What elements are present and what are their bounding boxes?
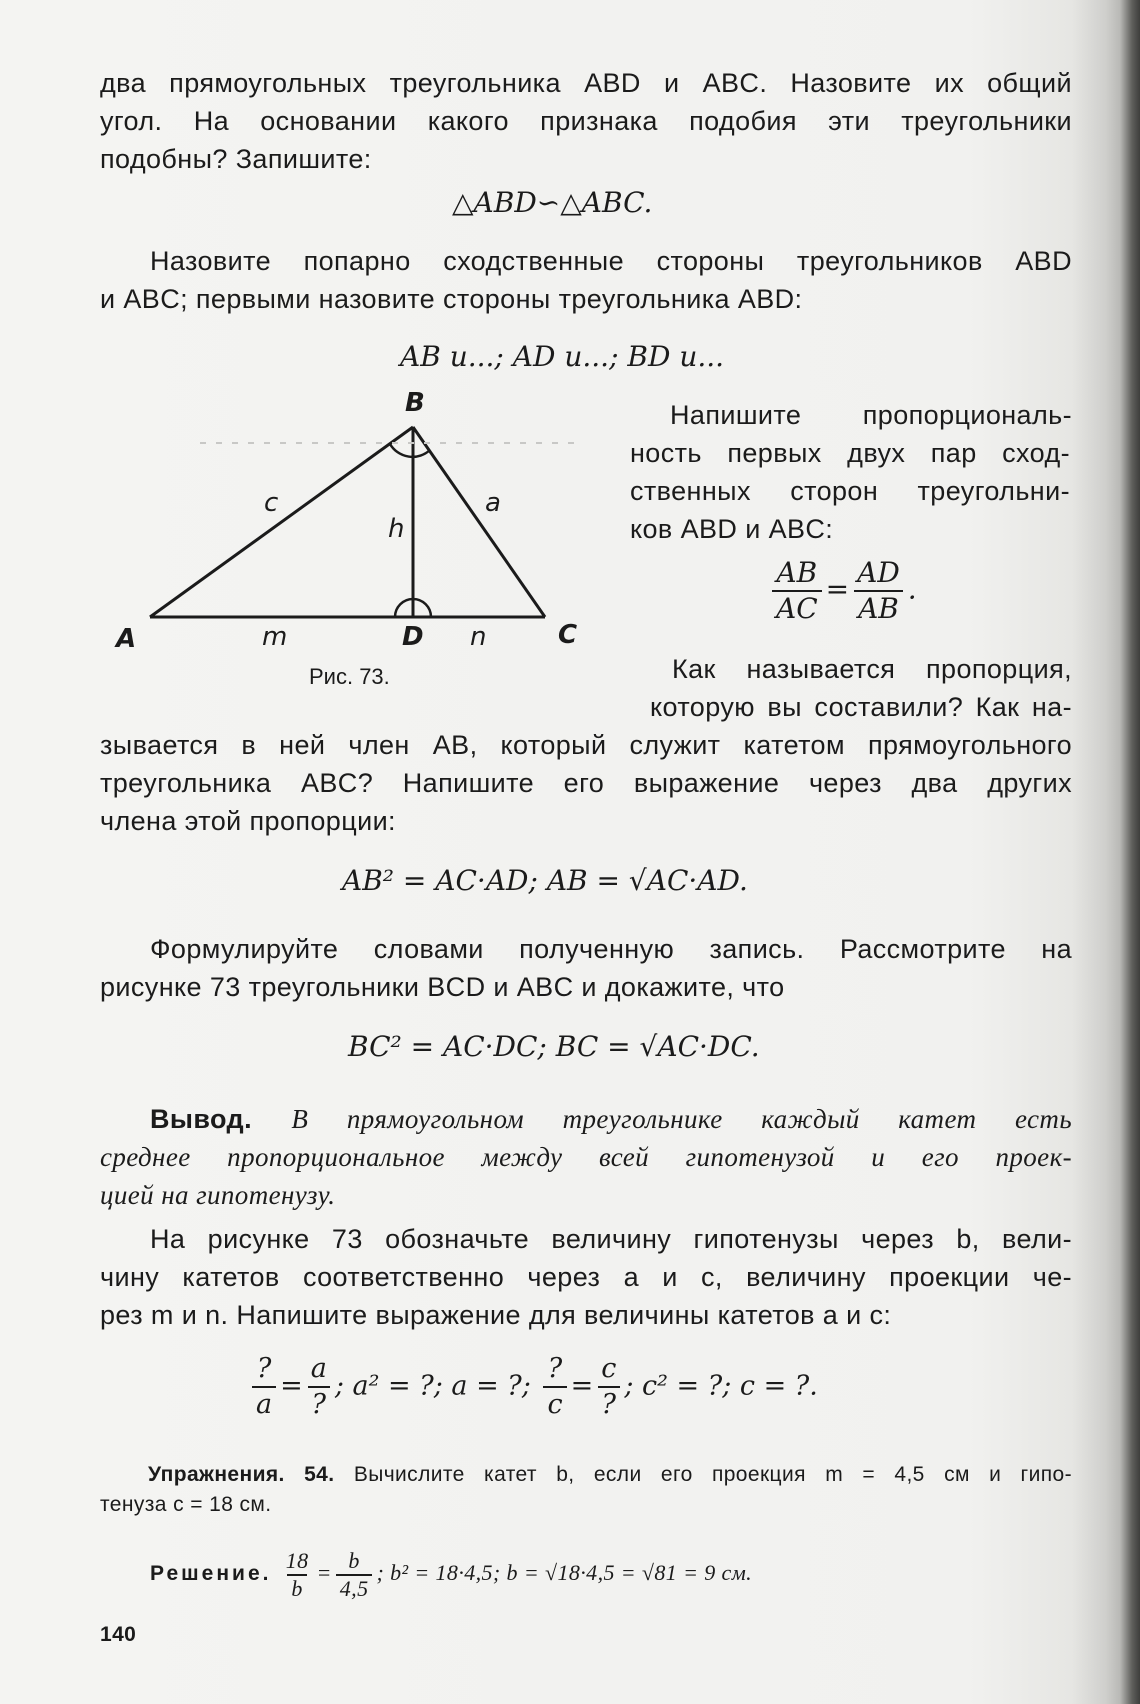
side-text-line4: ков ABD и ABC: (630, 514, 834, 544)
formula-ab-squared: AB² = AC·AD; AB = √AC·AD. (342, 864, 748, 897)
paragraph4-line2: рисунке 73 треугольники BCD и ABC и докажите, что (100, 972, 785, 1002)
vertex-label-d: D (402, 622, 424, 652)
paragraph5-line2: чину катетов соответственно через a и c, величину проекции че- (100, 1262, 1072, 1292)
f5-num3: ? (547, 1353, 563, 1384)
solution-line: Решение. $\frac{18}{b}$ = $\frac{b}{4,5}$ ; b² = 18·4,5; b = √18·4,5 = √81 = 9 см. (150, 1548, 753, 1601)
formula-bc-squared: BC² = AC·DC; BC = √AC·DC. (348, 1030, 760, 1063)
paragraph4-line1: Формулируйте словами полученную запись. Рассмотрите на (150, 934, 1072, 964)
segment-label-m: m (262, 622, 288, 652)
paragraph3-line5: члена этой пропорции: (100, 806, 396, 836)
solution-rest: ; b² = 18·4,5; b = √18·4,5 = √81 = 9 см. (376, 1560, 753, 1586)
paragraph5-line1: На рисунке 73 обозначьте величину гипотенузы через b, вели- (150, 1224, 1072, 1254)
f5-den3: c (543, 1386, 566, 1422)
proportion-equals: = (825, 572, 850, 606)
exercise-text1: Вычислите катет b, если его проекция m = 4,5 см и гипо- (353, 1463, 1072, 1486)
f5-end: ; c² = ?; c = ?. (624, 1370, 818, 1402)
paragraph2-line1: Назовите попарно сходственные стороны треугольников ABD (150, 246, 1072, 276)
conclusion-label: Вывод. (150, 1104, 252, 1134)
proportion-num2: AD (857, 556, 900, 589)
conclusion-line2: среднее пропорциональное между всей гипотенузой и его проек- (100, 1142, 1072, 1172)
conclusion-text1: В прямоугольном треугольнике каждый катет есть (291, 1104, 1073, 1134)
exercise-line1 (148, 1460, 1072, 1490)
vertex-label-c: C (558, 620, 578, 650)
f5-num4: c (601, 1353, 617, 1384)
paragraph1-line1: два прямоугольных треугольника ABD и ABC. Назовите их общий (100, 68, 1072, 98)
vertex-label-a: A (116, 624, 137, 654)
proportion-den2: AB (854, 590, 903, 626)
formula-similarity: △ABD∽△ABC. (452, 186, 653, 219)
solution-label: Решение. (150, 1562, 272, 1586)
exercise-label: Упражнения. 54. (148, 1463, 335, 1486)
paragraph3-line3: зывается в ней член AB, который служит катетом прямоугольного (100, 730, 1072, 760)
solution-num1: 18 (285, 1548, 309, 1573)
formula-catheti: $\frac{?}{a}$ = $\frac{a}{?}$ ; a² = ?; a = ?; $\frac{?}{c}$ = $\frac{c}{?}$ ; c² = ?; c = ?. (248, 1352, 818, 1422)
side-text-line2: ность первых двух пар сход- (630, 438, 1070, 468)
paragraph1-line2: угол. На основании какого признака подобия эти треугольники (100, 106, 1072, 136)
paragraph5-line3: рез m и n. Напишите выражение для величины катетов a и c: (100, 1300, 892, 1330)
side-label-a: a (485, 488, 501, 518)
solution-num2: b (348, 1548, 360, 1573)
f5-num2: a (310, 1353, 327, 1384)
figure-73-triangle (120, 392, 580, 662)
paragraph1-line3: подобны? Запишите: (100, 144, 372, 174)
height-label-h: h (388, 514, 405, 544)
proportion-formula (768, 556, 917, 626)
paragraph3-line2: которую вы составили? Как на- (650, 692, 1072, 722)
conclusion-line3: цией на гипотенузу. (100, 1180, 336, 1210)
side-text-line3: ственных сторон треугольни- (630, 476, 1070, 506)
paragraph2-line2: и ABC; первыми назовите стороны треугольника ABD: (100, 284, 803, 314)
f5-num1: ? (256, 1353, 272, 1384)
conclusion-line1 (150, 1100, 1072, 1138)
side-text-line1: Напишите пропорциональ- (670, 400, 1072, 430)
page-number: 140 (100, 1623, 137, 1646)
solution-den2: 4,5 (336, 1574, 373, 1602)
paragraph3-line4: треугольника ABC? Напишите его выражение через два других (100, 768, 1072, 798)
f5-den1: a (252, 1386, 276, 1422)
paragraph3-line1: Как называется пропорция, (672, 654, 1072, 684)
segment-label-n: n (470, 622, 487, 652)
f5-den2: ? (308, 1386, 330, 1422)
solution-den1: b (287, 1574, 306, 1602)
side-label-c: c (264, 488, 279, 518)
figure-caption: Рис. 73. (309, 664, 390, 689)
book-spine-shadow (1120, 0, 1140, 1704)
proportion-end: . (907, 572, 917, 606)
f5-mid: ; a² = ?; a = ?; (334, 1370, 531, 1402)
proportion-num1: AB (776, 556, 818, 589)
vertex-label-b: B (405, 388, 425, 418)
formula-pairs: AB и...; AD и...; BD и... (400, 340, 725, 373)
exercise-line2: тенуза c = 18 см. (100, 1493, 272, 1516)
f5-den4: ? (598, 1386, 620, 1422)
proportion-den1: AC (772, 590, 822, 626)
